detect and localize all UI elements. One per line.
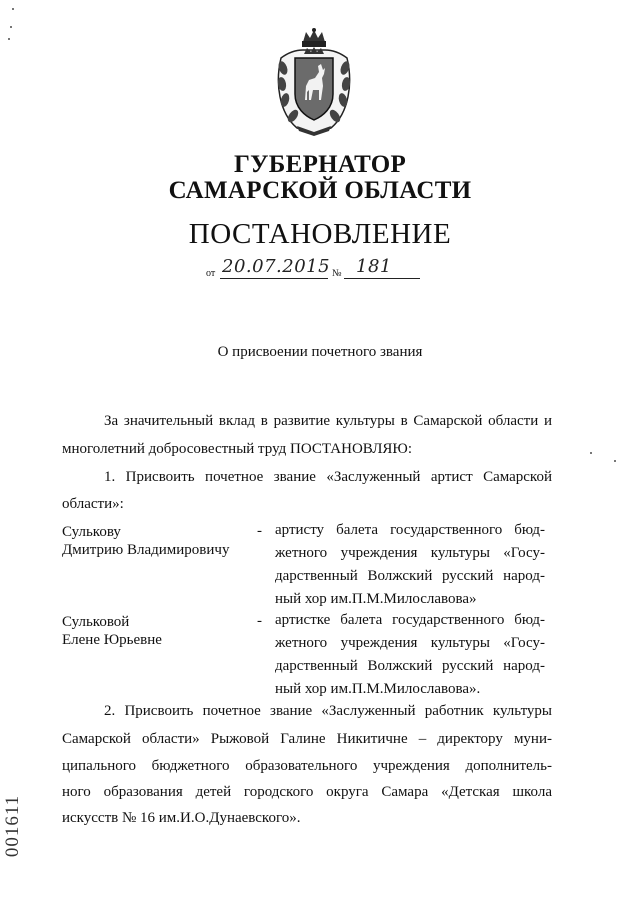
awardee-1-dash: - [257,523,262,539]
awardee-2-dash: - [257,613,262,629]
awardee-2-desc-line: жетного учреждения культуры «Госу- [275,635,545,651]
scan-speck [614,460,616,462]
scan-speck [12,8,14,10]
number-value: 181 [356,256,392,277]
document-subject: О присвоении почетного звания [217,344,423,360]
awardee-2-description [275,609,545,701]
intro-line-1: За значительный вклад в развитие культуры в Самарской области и [104,413,552,429]
item-2-line: искусств № 16 им.И.О.Дунаевского». [62,810,301,826]
scan-speck [8,38,10,40]
number-prefix: № [332,268,342,279]
scan-speck [590,452,592,454]
issuer-region: САМАРСКОЙ ОБЛАСТИ [168,177,472,204]
number-underline [344,278,420,279]
item-2-line: Самарской области» Рыжовой Галине Никитичне – директору муни- [62,731,552,747]
awardee-2-desc-line: артистке балета государственного бюд- [275,612,545,628]
issuer-title: ГУБЕРНАТОР [233,151,407,178]
awardee-1-surname: Сулькову [62,524,121,540]
stamp-number: 001611 [2,794,24,858]
awardee-2-surname: Сульковой [62,614,130,630]
item-2-line: ного образования детей городского округа Самара «Детская школа [62,784,552,800]
item-2-line: 2. Присвоить почетное звание «Заслуженный работник культуры [104,703,552,719]
date-number-line [206,257,436,283]
awardee-1-desc-line: артисту балета государственного бюд- [275,522,545,538]
awardee-2-desc-line: дарственный Волжский русский народ- [275,658,545,674]
date-value: 20.07.2015 [222,256,331,277]
awardee-1-description [275,519,545,611]
awardee-1-desc-line: ный хор им.П.М.Милославова» [275,591,477,607]
item-2-line: ципального бюджетного образовательного учреждения дополнитель- [62,758,552,774]
registration-stamp [2,787,42,867]
coat-of-arms-emblem [273,28,355,136]
awardee-2-given-names: Елене Юрьевне [62,632,162,648]
awardee-2-desc-line: ный хор им.П.М.Милославова». [275,681,481,697]
awardee-1-desc-line: жетного учреждения культуры «Госу- [275,545,545,561]
awardee-1-desc-line: дарственный Волжский русский народ- [275,568,545,584]
date-underline [220,278,328,279]
scan-speck [10,26,12,28]
item-1-line-2: области»: [62,496,124,512]
awardee-1-name [62,523,229,559]
date-prefix: от [206,268,216,279]
intro-line-2: многолетний добросовестный труд ПОСТАНОВЛЯЮ: [62,441,412,457]
awardee-2-name [62,613,162,649]
awardee-1-given-names: Дмитрию Владимировичу [62,542,230,558]
document-type: ПОСТАНОВЛЕНИЕ [188,218,452,250]
item-1-line-1: 1. Присвоить почетное звание «Заслуженный артист Самарской [104,469,552,485]
